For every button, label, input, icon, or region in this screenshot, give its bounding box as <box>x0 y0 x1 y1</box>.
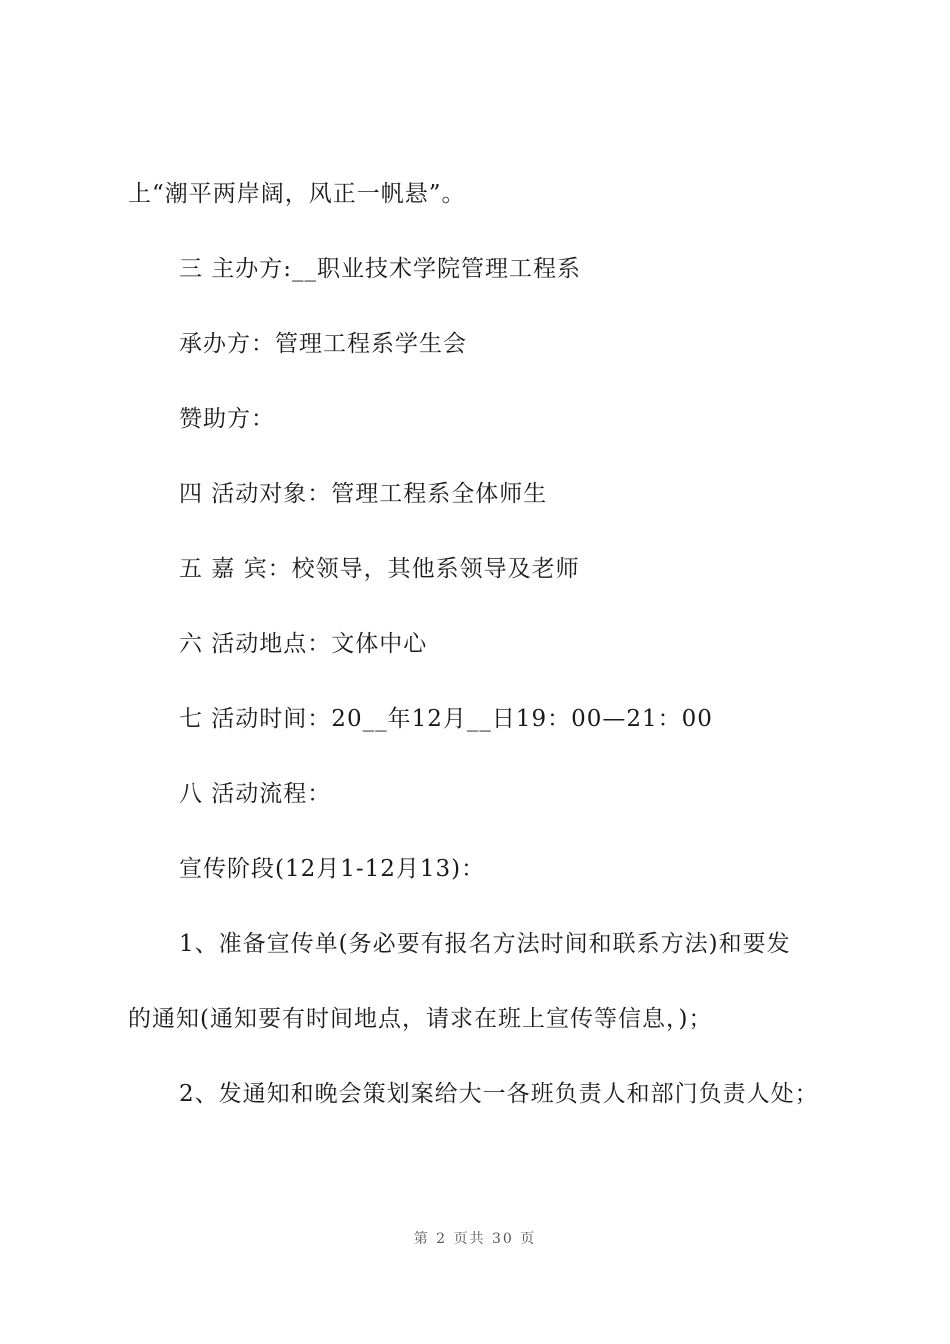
text-line-12: 的通知(通知要有时间地点，请求在班上宣传等信息，)； <box>128 1006 713 1032</box>
text-line-11: 1、准备宣传单(务必要有报名方法时间和联系方法)和要发 <box>179 931 791 957</box>
page-number-footer: 第 2 页共 30 页 <box>413 1231 537 1247</box>
text-line-13: 2、发通知和晚会策划案给大一各班负责人和部门负责人处； <box>179 1081 819 1107</box>
text-line-3: 承办方：管理工程系学生会 <box>179 331 467 357</box>
text-line-6: 五 嘉 宾：校领导，其他系领导及老师 <box>179 556 580 582</box>
text-line-5: 四 活动对象：管理工程系全体师生 <box>179 481 548 507</box>
text-line-7: 六 活动地点：文体中心 <box>179 631 428 657</box>
text-line-2: 三 主办方:__职业技术学院管理工程系 <box>179 256 582 282</box>
text-line-4: 赞助方： <box>179 406 275 432</box>
text-line-10: 宣传阶段(12月1-12月13)： <box>179 856 486 882</box>
text-line-8: 七 活动时间：20__年12月__日19：00—21：00 <box>179 706 713 732</box>
text-line-1: 上“潮平两岸阔，风正一帆悬”。 <box>128 181 466 207</box>
text-line-9: 八 活动流程： <box>179 781 332 807</box>
